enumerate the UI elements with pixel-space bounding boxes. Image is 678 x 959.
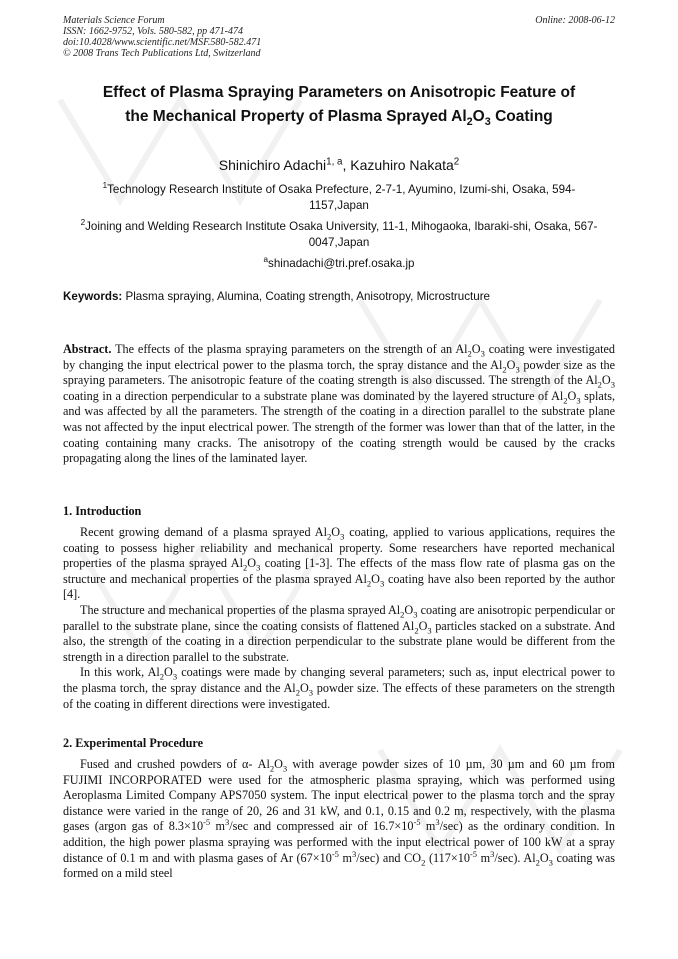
- chem-sub: 2: [400, 609, 405, 620]
- title-text: the Mechanical Property of Plasma Sprayed Al: [125, 108, 467, 125]
- chem-sub: 2: [502, 364, 507, 375]
- chem-sub: 3: [515, 364, 520, 375]
- title-text: O: [472, 108, 485, 125]
- affiliation-text: Technology Research Institute of Osaka Prefecture, 2-7-1, Ayumino, Izumi-shi, Osaka, 594-1157,Japan: [107, 183, 576, 212]
- chem-text: O: [567, 388, 577, 403]
- paragraph-text: coating [1-3]. The effects of the mass flow rate of plasma gas on the structure and mechanical properties of the plasma sprayed Al: [63, 556, 616, 586]
- introduction-body: [63, 525, 615, 712]
- keywords-text: Plasma spraying, Alumina, Coating strength, Anisotropy, Microstructure: [122, 290, 491, 303]
- chem-sub: 3: [548, 857, 553, 867]
- exponent: -5: [413, 817, 421, 828]
- paragraph-text: with average powder sizes of 10 µm, 30 µm and 60 µm from FUJIMI INCORPORATED were used for the atmospheric plasma spraying, which was performed using Aeroplasma Limited Company APS7050 system. The input electrical power to the plasma torch and the spray distance were varied in the range of 20, 26 and 31 kW, and 0.1, 0.15 and 0.2 m, respectively, with the plasma gases (argon gas of 8.3×10: [63, 757, 615, 834]
- paragraph-text: coatings were made by changing several parameters; such as, input electrical power to the plasma torch, the spray distance and the Al: [63, 665, 615, 695]
- chem-sub: 2: [414, 625, 419, 635]
- paragraph-text: /sec) and CO: [356, 850, 422, 865]
- chem-text: O: [371, 571, 380, 586]
- paragraph-text: Fused and crushed powders of α- Al: [80, 757, 270, 771]
- paragraph-text: m: [477, 850, 491, 865]
- journal-header: [63, 15, 261, 59]
- paragraph: [63, 525, 615, 603]
- paragraph-text: The structure and mechanical properties of the plasma sprayed Al: [80, 602, 401, 617]
- journal-name: Materials Science Forum: [63, 15, 165, 26]
- chem-sub: 2: [366, 578, 372, 589]
- affiliation-marker: 1: [102, 181, 108, 191]
- exponent: 3: [435, 817, 440, 828]
- abstract-label: Abstract.: [63, 342, 112, 356]
- abstract: [63, 342, 615, 467]
- paragraph-text: /sec and compressed air of 16.7×10: [229, 819, 414, 834]
- chem-text: O: [299, 680, 309, 695]
- chem-sub: 2: [243, 562, 248, 573]
- affiliation-2: [80, 219, 598, 251]
- paragraph-text: coating are anisotropic perpendicular or parallel to the substrate plane, since the coating consists of flattened Al: [63, 602, 615, 633]
- affiliation-text: Joining and Welding Research Institute Osaka University, 11-1, Mihogaoka, Ibaraki-shi, Osaka, 567-0047,Japan: [85, 220, 598, 249]
- chem-sub: 3: [413, 609, 418, 620]
- author-name: Shinichiro Adachi: [218, 157, 327, 173]
- doi-line: doi:10.4028/www.scientific.net/MSF.580-582.471: [63, 37, 262, 48]
- keywords: [63, 289, 615, 305]
- paper-title: [40, 81, 638, 129]
- exponent: 3: [352, 848, 357, 859]
- exponent: 3: [225, 817, 230, 828]
- abstract-text: splats, and was affected by all the parameters. The strength of the coating in a direction parallel to the substrate plane was not affected by the input electrical power. The strength of the former was lower than that of the latter, in the coating containing many cracks. The anisotropy of the coating strength would be caused by the cracks propagating along the lines of the laminated layer.: [63, 388, 615, 466]
- paragraph-text: In this work, Al: [80, 665, 160, 680]
- author-name: Kazuhiro Nakata: [350, 157, 454, 173]
- chem-sub: 2: [269, 763, 275, 774]
- paragraph-text: Recent growing demand of a plasma sprayed Al: [80, 525, 327, 539]
- paragraph-text: coating was formed on a mild steel: [63, 850, 615, 881]
- chem-sub: 2: [467, 348, 472, 359]
- chem-sub: 3: [610, 379, 615, 390]
- keywords-label: Keywords:: [63, 290, 123, 303]
- paragraph: [63, 757, 615, 882]
- chem-sub: 2: [563, 395, 568, 406]
- abstract-text: The effects of the plasma spraying parameters on the strength of an Al: [111, 342, 468, 356]
- chem-sub: 3: [172, 671, 178, 682]
- chem-text: O: [601, 373, 611, 388]
- chem-text: O: [331, 525, 341, 539]
- paragraph-text: coating, applied to various applications, requires the coating to possess higher reliability and mechanical property. Some researchers have reported mechanical properties of the plasma sprayed Al: [63, 525, 615, 571]
- author-separator: ,: [342, 157, 351, 173]
- chem-text: O: [274, 757, 283, 771]
- chem-sub: 3: [379, 578, 385, 589]
- exponent: -5: [203, 817, 211, 828]
- paragraph-text: /sec) as the ordinary condition. In addition, the high power plasma spraying was performed with the input electrical power of 100 kW at a spray distance of 0.1 m and with plasma gases of Ar (67×10: [63, 819, 615, 865]
- paragraph-text: m: [420, 819, 436, 834]
- author-superscript: 2: [453, 156, 460, 168]
- chem-sub: 2: [326, 531, 332, 542]
- chem-sub: 3: [480, 348, 485, 359]
- abstract-text: coating in a direction perpendicular to a substrate plane was dominated by the layered structure of Al: [63, 388, 564, 403]
- chem-text: O: [539, 850, 549, 865]
- abstract-text: coating were investigated by changing the input electrical power to the plasma torch, the spray distance and the Al: [63, 342, 615, 372]
- exponent: -5: [469, 848, 478, 859]
- author-list: [40, 155, 638, 175]
- chem-sub: 2: [535, 857, 540, 867]
- email-marker: a: [263, 255, 269, 265]
- title-sub: 2: [466, 116, 473, 129]
- chem-text: O: [247, 556, 257, 571]
- chem-sub: 2: [597, 379, 602, 390]
- chem-sub: 3: [340, 531, 345, 542]
- copyright-line: © 2008 Trans Tech Publications Ltd, Switzerland: [63, 48, 261, 59]
- chem-sub: 3: [256, 562, 261, 573]
- online-date: Online: 2008-06-12: [535, 15, 615, 26]
- title-line-1: Effect of Plasma Spraying Parameters on Anisotropic Feature of: [102, 84, 576, 101]
- chem-text: O: [164, 665, 173, 680]
- section-heading-experimental: 2. Experimental Procedure: [63, 736, 204, 750]
- paragraph-text: /sec). Al: [494, 850, 536, 865]
- issn-line: ISSN: 1662-9752, Vols. 580-582, pp 471-474: [63, 26, 243, 37]
- paragraph: [63, 665, 615, 712]
- chem-sub: 2: [295, 687, 300, 698]
- paragraph: [63, 603, 615, 665]
- chem-sub: 2: [421, 857, 426, 867]
- chem-text: O: [404, 602, 414, 617]
- exponent: -5: [331, 848, 339, 859]
- exponent: 3: [490, 848, 495, 859]
- paragraph-text: m: [210, 819, 225, 834]
- paragraph-text: m: [338, 850, 353, 865]
- email-address[interactable]: shinadachi@tri.pref.osaka.jp: [268, 257, 415, 270]
- chem-sub: 3: [282, 763, 288, 774]
- abstract-text: powder size as the spraying parameters. The anisotropic feature of the coating strength is also discussed. The strength of the Al: [63, 357, 615, 388]
- section-heading-introduction: 1. Introduction: [63, 504, 142, 518]
- chem-sub: 3: [308, 687, 314, 698]
- paragraph-text: powder size. The effects of these parameters on the strength of the coating in different directions were investigated.: [63, 680, 615, 711]
- chem-sub: 3: [576, 395, 581, 406]
- title-text: Coating: [490, 108, 553, 125]
- paragraph-text: particles stacked on a substrate. And also, the strength of the coating in a direction perpendicular to the substrate plane would be different from the strength in a direction parallel to the substrate.: [63, 618, 616, 664]
- paragraph-text: (117×10: [425, 850, 470, 865]
- author-superscript: 1, a: [326, 156, 343, 168]
- paragraph-text: coating have also been reported by the author [4].: [63, 571, 615, 602]
- chem-text: O: [418, 618, 428, 633]
- title-line-2: [40, 105, 638, 129]
- affiliation-1: [80, 182, 598, 214]
- experimental-body: [63, 757, 615, 882]
- affiliation-marker: 2: [80, 218, 86, 228]
- chem-text: O: [471, 342, 481, 356]
- chem-sub: 2: [159, 671, 165, 682]
- title-sub: 3: [484, 116, 491, 129]
- chem-sub: 3: [427, 625, 432, 635]
- chem-text: O: [506, 357, 516, 372]
- contact-email: [80, 256, 598, 272]
